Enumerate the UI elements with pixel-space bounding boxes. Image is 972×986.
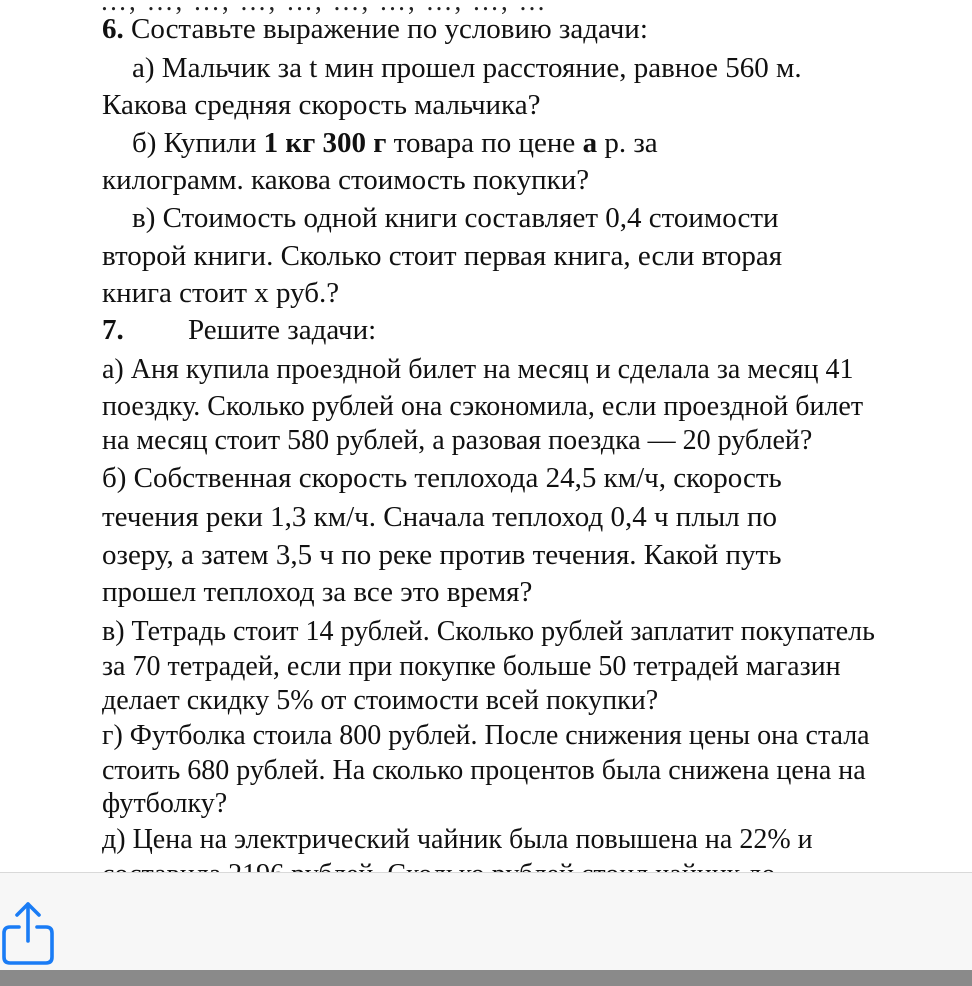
task6-a-line2: Какова средняя скорость мальчика? xyxy=(102,89,541,121)
task6-number: 6. xyxy=(102,13,124,45)
task6-b-middle: товара по цене xyxy=(386,127,583,159)
task7-title: Решите задачи: xyxy=(188,314,377,346)
task6-b-prefix: б) Купили xyxy=(132,127,264,159)
task7-heading xyxy=(102,313,376,347)
task7-number: 7. xyxy=(102,314,124,346)
task7-a-line3: на месяц стоит 580 рублей, а разовая поездка — 20 рублей? xyxy=(102,425,813,456)
task6-b-line1 xyxy=(132,126,658,160)
task7-b-line2: течения реки 1,3 км/ч. Сначала теплоход 0,4 ч плыл по xyxy=(102,501,778,533)
top-cut-fragment: …, …, …, …, …, …, …, …, …, … xyxy=(100,0,548,16)
task7-d-line1: г) Футболка стоила 800 рублей. После снижения цены она стала xyxy=(102,720,870,751)
task7-a-line1: а) Аня купила проездной билет на месяц и сделала за месяц 41 xyxy=(102,354,854,385)
task6-c-line2: второй книги. Сколько стоит первая книга, если вторая xyxy=(102,240,783,272)
task6-c-line3: книга стоит х руб.? xyxy=(102,277,340,309)
task7-d-line2: стоить 680 рублей. На сколько процентов была снижена цена на xyxy=(102,755,866,786)
share-icon xyxy=(0,901,62,965)
task6-b-line2: килограмм. какова стоимость покупки? xyxy=(102,164,590,196)
task6-title: Составьте выражение по условию задачи: xyxy=(131,13,648,45)
task7-c-line2: за 70 тетрадей, если при покупке больше 50 тетрадей магазин xyxy=(102,651,841,682)
task6-b-suffix: р. за xyxy=(597,127,658,159)
home-indicator-bar xyxy=(0,970,972,986)
share-button[interactable] xyxy=(0,901,62,965)
task7-b-line4: прошел теплоход за все это время? xyxy=(102,576,533,608)
task7-d-line3: футболку? xyxy=(102,788,228,819)
task6-heading xyxy=(102,12,648,46)
task7-e-line1: д) Цена на электрический чайник была повышена на 22% и xyxy=(102,824,813,855)
bottom-toolbar xyxy=(0,872,972,971)
task7-a-line2: поездку. Сколько рублей она сэкономила, если проездной билет xyxy=(102,391,864,422)
task6-b-price: а xyxy=(582,127,598,159)
task6-c-line1: в) Стоимость одной книги составляет 0,4 стоимости xyxy=(132,202,779,234)
task7-b-line1: б) Собственная скорость теплохода 24,5 км/ч, скорость xyxy=(102,462,782,494)
task7-b-line3: озеру, а затем 3,5 ч по реке против течения. Какой путь xyxy=(102,539,782,571)
task7-c-line3: делает скидку 5% от стоимости всей покупки? xyxy=(102,685,659,716)
task6-a-line1: а) Мальчик за t мин прошел расстояние, равное 560 м. xyxy=(132,52,802,84)
task7-c-line1: в) Тетрадь стоит 14 рублей. Сколько рублей заплатит покупатель xyxy=(102,616,875,647)
task6-b-weight: 1 кг 300 г xyxy=(263,127,387,159)
